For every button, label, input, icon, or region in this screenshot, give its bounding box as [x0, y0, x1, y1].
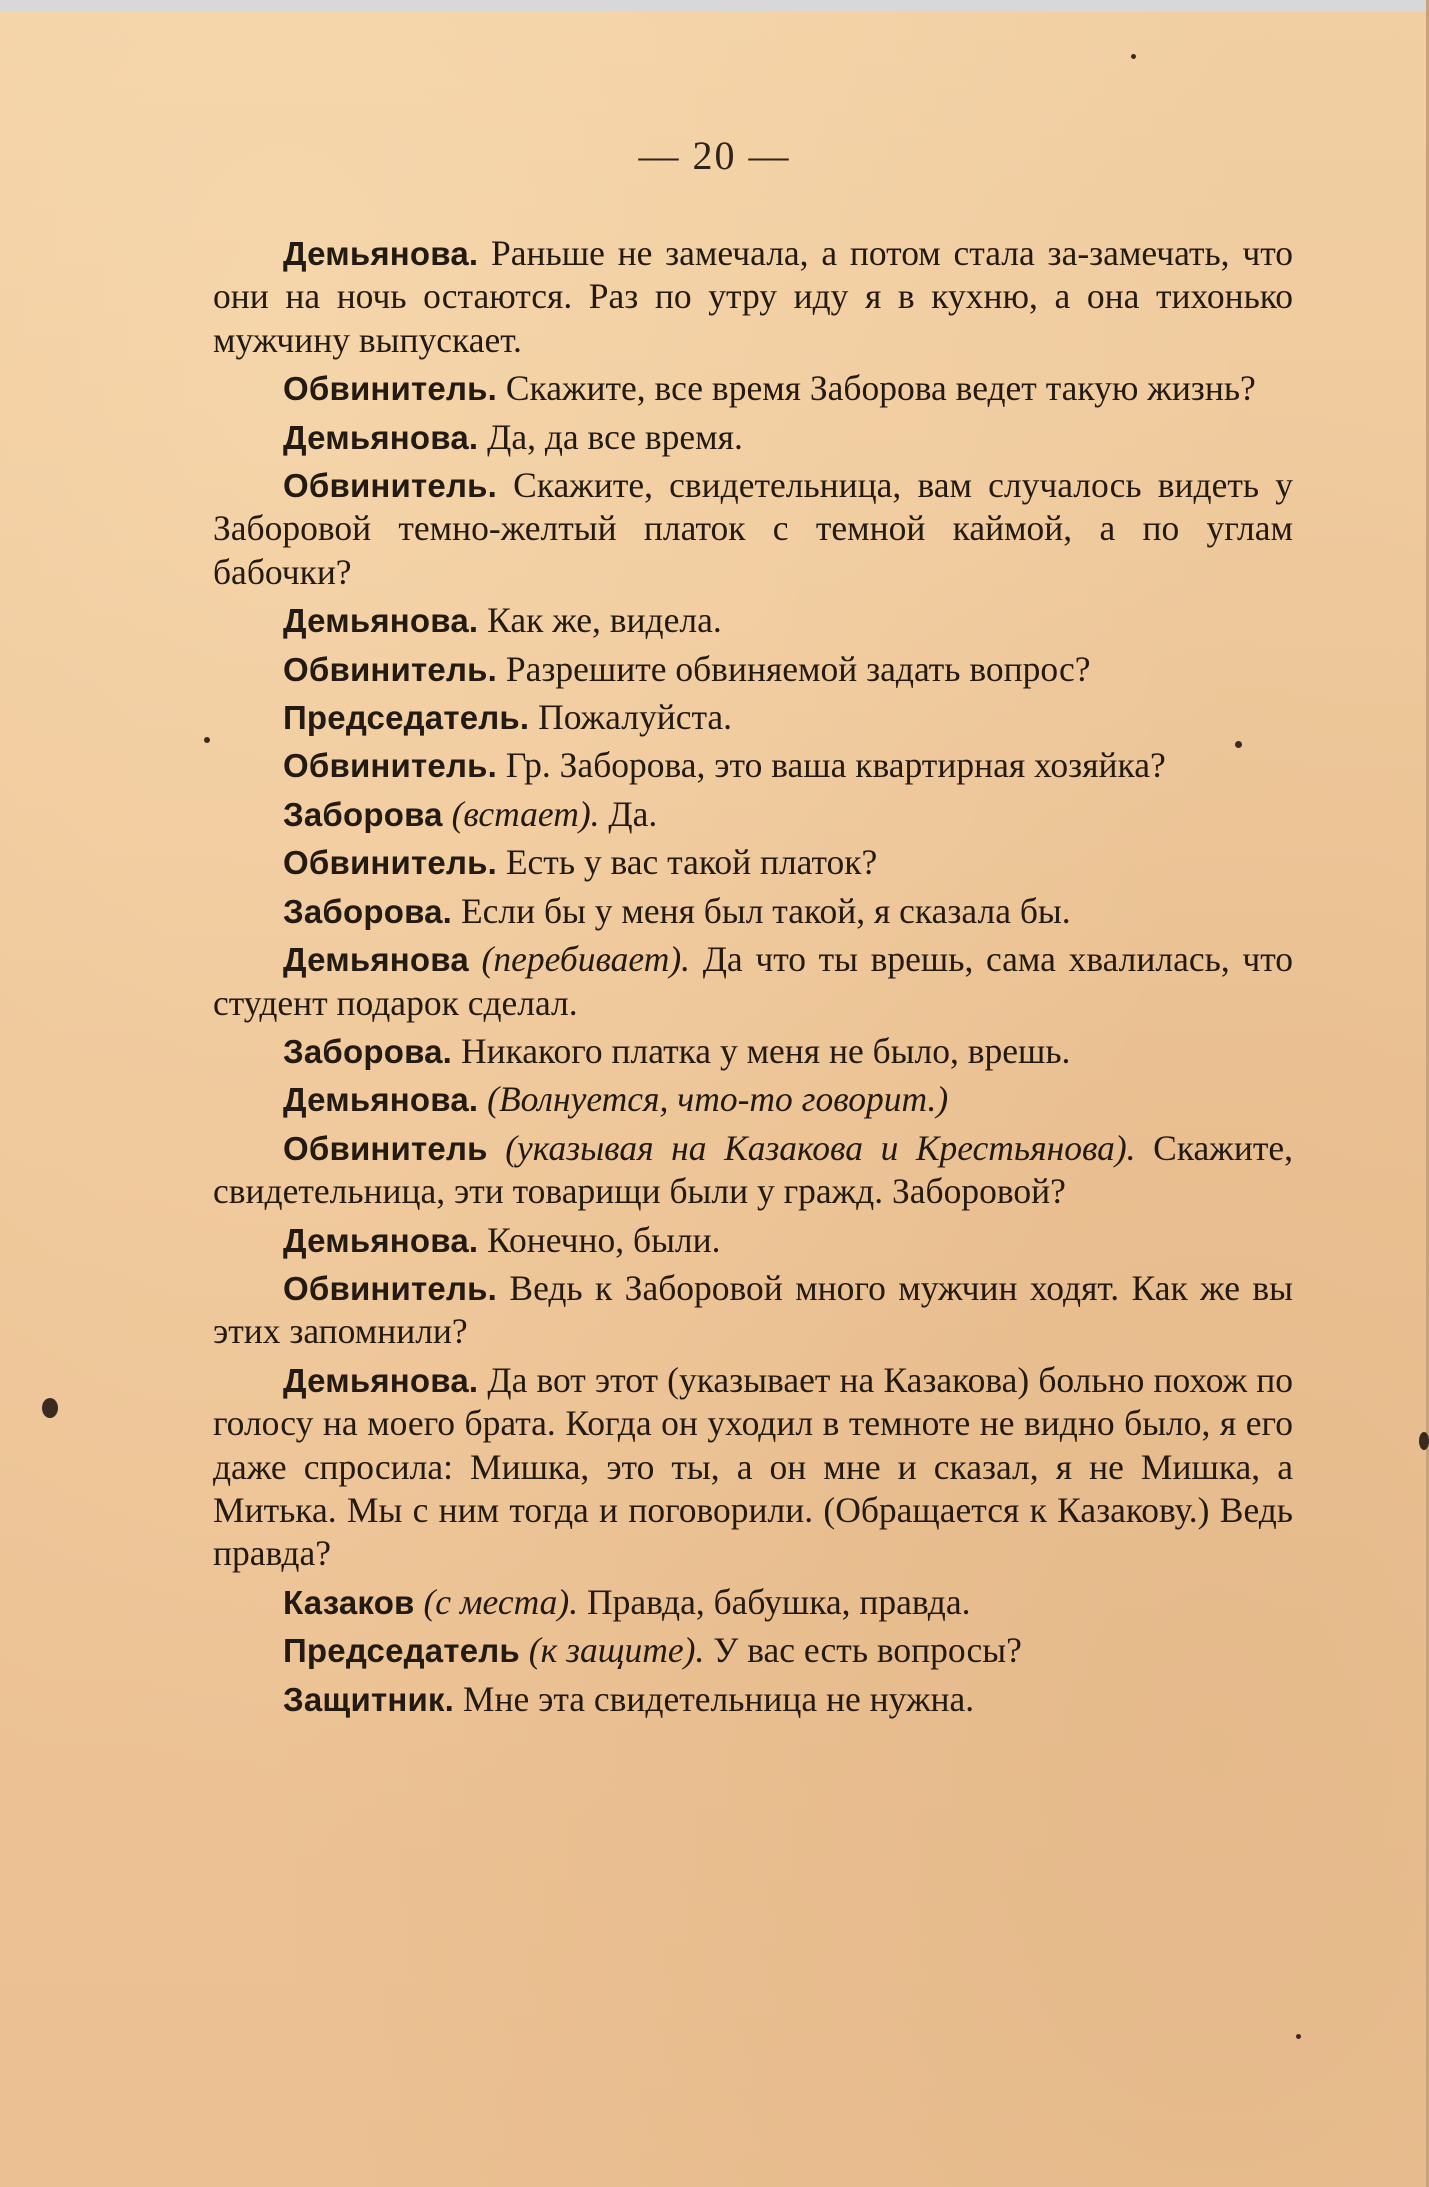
paragraph	[213, 696, 1293, 739]
paragraph	[213, 1078, 1293, 1121]
speech-text: Конечно, были.	[478, 1219, 721, 1260]
speech-text: Да вот этот (указывает на Казакова) больно похож по голосу на моего брата. Когда он уходил в темноте не видно было, я его даже спросила: Мишка, это ты, а он мне и сказал, я не Мишка, а Митька. Мы с ним тогда и поговорили. (Обращается к Казакову.) Ведь правда?	[213, 1359, 1293, 1574]
speech-text: У вас есть вопросы?	[704, 1630, 1022, 1671]
stage-direction: (с места).	[414, 1581, 579, 1622]
paragraph	[213, 367, 1293, 410]
paragraph	[213, 1581, 1293, 1624]
speech-text: Если бы у меня был такой, я сказала бы.	[452, 890, 1071, 931]
speaker-name: Защитник.	[283, 1680, 455, 1718]
speaker-name: Обвинитель.	[283, 1269, 497, 1307]
speech-text: Есть у вас такой платок?	[496, 842, 878, 883]
speech-text: Скажите, свидетельница, эти товарищи были у гражд. Заборовой?	[213, 1127, 1293, 1212]
page-number: — 20 —	[638, 133, 791, 178]
speaker-name: Обвинитель.	[283, 650, 497, 688]
speech-text: Да что ты врешь, сама хвалилась, что студент подарок сделал.	[213, 939, 1293, 1023]
speaker-name: Заборова.	[283, 892, 453, 930]
speech-text: Никакого платка у меня не было, врешь.	[452, 1030, 1071, 1071]
speech-text: Скажите, свидетельница, вам случалось видеть у Заборовой темно-желтый платок с темной каймой, а по углам бабочки?	[213, 465, 1293, 592]
ink-spot	[204, 737, 210, 743]
speaker-name: Обвинитель.	[283, 370, 497, 408]
speaker-name: Заборова.	[283, 1032, 453, 1070]
speech-text: Мне эта свидетельница не нужна.	[454, 1678, 975, 1719]
speaker-name: Председатель.	[283, 699, 530, 737]
paragraph	[213, 938, 1293, 1025]
paragraph	[213, 232, 1293, 362]
speaker-name: Казаков	[283, 1583, 415, 1621]
speech-text: Правда, бабушка, правда.	[578, 1581, 971, 1622]
paragraph	[213, 1267, 1293, 1354]
speech-text: Разрешите обвиняемой задать вопрос?	[496, 648, 1091, 689]
paragraph	[213, 1359, 1293, 1576]
speech-text: Раньше не замечала, а потом стала за-замечать, что они на ночь остаются. Раз по утру иду я в кухню, а она тихонько мужчину выпускает.	[213, 233, 1293, 360]
speaker-name: Председатель	[283, 1632, 520, 1670]
speaker-name: Демьянова.	[283, 235, 479, 272]
paragraph	[213, 793, 1293, 836]
paragraph	[213, 1030, 1293, 1073]
stage-direction: (перебивает).	[468, 939, 691, 980]
speaker-name: Демьянова.	[283, 1221, 479, 1259]
speaker-name: Демьянова	[283, 941, 469, 979]
ink-spot	[1296, 2034, 1301, 2039]
scan-top-edge	[0, 0, 1429, 12]
paragraph	[213, 744, 1293, 787]
paragraph	[213, 841, 1293, 884]
speech-text: Гр. Заборова, это ваша квартирная хозяйка?	[496, 745, 1166, 786]
speech-text: Да.	[599, 793, 658, 834]
speaker-name: Обвинитель.	[283, 467, 497, 505]
speaker-name: Демьянова.	[283, 602, 479, 640]
paragraph	[213, 464, 1293, 594]
dialogue-text	[213, 232, 1293, 1726]
speaker-name: Обвинитель.	[283, 747, 497, 785]
stage-direction: (к защите).	[519, 1630, 705, 1671]
ink-spot	[1235, 741, 1242, 748]
paragraph	[213, 890, 1293, 933]
paragraph	[213, 416, 1293, 459]
stage-direction: (Волнуется, что-то говорит.)	[478, 1079, 949, 1120]
speaker-name: Обвинитель	[283, 1129, 488, 1167]
speech-text: Пожалуйста.	[529, 697, 733, 738]
speech-text: Да, да все время.	[478, 416, 743, 457]
stage-direction: (указывая на Казакова и Крестьянова).	[487, 1127, 1136, 1168]
speaker-name: Демьянова.	[283, 1361, 479, 1399]
speaker-name: Обвинитель.	[283, 844, 497, 882]
speech-text: Ведь к Заборовой много мужчин ходят. Как же вы этих запомнили?	[213, 1267, 1293, 1352]
ink-spot	[1419, 1432, 1429, 1450]
paragraph	[213, 648, 1293, 691]
paragraph	[213, 1678, 1293, 1721]
paragraph	[213, 599, 1293, 642]
speaker-name: Заборова	[283, 795, 443, 833]
paragraph	[213, 1219, 1293, 1262]
paragraph	[213, 1629, 1293, 1672]
speech-text: Скажите, все время Заборова ведет такую жизнь?	[496, 368, 1256, 409]
speaker-name: Демьянова.	[283, 1081, 479, 1119]
ink-spot	[1131, 54, 1136, 59]
speaker-name: Демьянова.	[283, 418, 479, 456]
ink-spot	[42, 1398, 58, 1418]
speech-text: Как же, видела.	[478, 600, 722, 641]
stage-direction: (встает).	[442, 793, 600, 834]
paragraph	[213, 1127, 1293, 1214]
